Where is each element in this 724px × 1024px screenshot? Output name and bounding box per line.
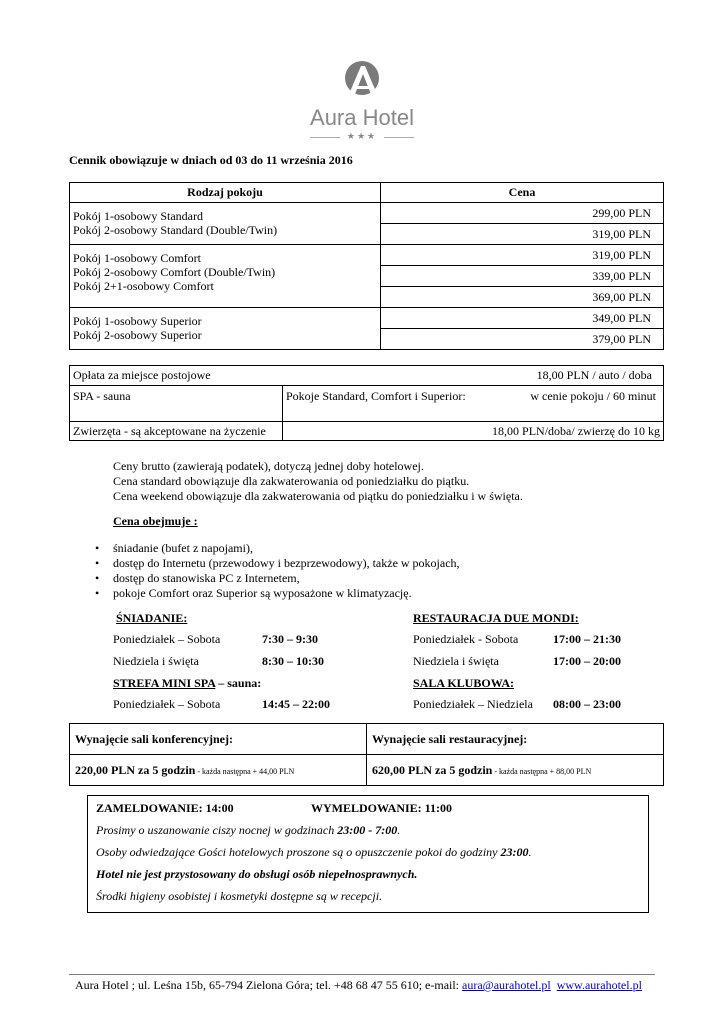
includes-title: Cena obejmuje : (113, 514, 198, 528)
restaurant-day: Poniedziałek - Sobota (413, 632, 519, 646)
breakfast-title: ŚNIADANIE: (116, 611, 188, 625)
spa-label: SPA - sauna (70, 386, 283, 422)
restaurant-title: RESTAURACJA DUE MONDI: (413, 611, 579, 625)
breakfast-day: Poniedziałek – Sobota (113, 632, 221, 646)
list-item: • śniadanie (bufet z napojami), (95, 541, 460, 556)
room-type: Pokój 1-osobowy Standard (73, 209, 203, 223)
footer-divider (69, 974, 655, 975)
pets-value: 18,00 PLN/doba/ zwierzę do 10 kg (283, 422, 664, 441)
restaurant-time: 17:00 – 21:30 (553, 632, 621, 646)
restaurant-day: Niedziela i święta (413, 654, 499, 668)
website-link[interactable]: www.aurahotel.pl (556, 978, 642, 992)
conference-rental-label: Wynajęcie sali konferencyjnej: (70, 724, 367, 755)
logo-name: Aura Hotel (310, 105, 414, 130)
note-line: Ceny brutto (zawierają podatek), dotyczą jednej doby hotelowej. (113, 459, 424, 473)
room-price: 319,00 PLN (381, 224, 664, 245)
hygiene-note: Środki higieny osobistej i kosmetyki dostępne są w recepcji. (96, 889, 383, 903)
note-line: Cena weekend obowiązuje dla zakwaterowania od piątku do poniedziałku i w święta. (113, 489, 523, 503)
room-price: 299,00 PLN (381, 203, 664, 224)
checkin-time: ZAMELDOWANIE: 14:00 (96, 801, 234, 815)
club-day: Poniedziałek – Niedziela (413, 697, 533, 711)
room-type: Pokój 1-osobowy Superior (73, 314, 202, 328)
breakfast-time: 8:30 – 10:30 (262, 654, 324, 668)
room-group-standard (70, 203, 381, 245)
room-group-comfort (70, 245, 381, 308)
room-type: Pokój 2+1-osobowy Comfort (73, 279, 214, 293)
info-box (87, 795, 649, 913)
list-item: • pokoje Comfort oraz Superior są wyposażone w klimatyzację. (95, 586, 460, 601)
note-line: Cena standard obowiązuje dla zakwaterowania od poniedziałku do piątku. (113, 474, 470, 488)
price-list-heading: Cennik obowiązuje w dniach od 03 do 11 września 2016 (69, 153, 353, 167)
restaurant-time: 17:00 – 20:00 (553, 654, 621, 668)
list-item: • dostęp do stanowiska PC z Internetem, (95, 571, 460, 586)
restaurant-rental-label: Wynajęcie sali restauracyjnej: (367, 724, 664, 755)
breakfast-day: Niedziela i święta (113, 654, 199, 668)
room-type: Pokój 2-osobowy Comfort (Double/Twin) (73, 265, 276, 279)
spa-rooms: Pokoje Standard, Comfort i Superior: (286, 389, 466, 403)
column-header-price: Cena (381, 183, 664, 203)
room-price: 339,00 PLN (381, 266, 664, 287)
room-price-table (69, 182, 664, 350)
logo-divider (384, 137, 414, 138)
includes-list (95, 541, 460, 601)
room-type: Pokój 2-osobowy Standard (Double/Twin) (73, 223, 278, 237)
room-type: Pokój 2-osobowy Superior (73, 328, 202, 342)
spa-value: w cenie pokoju / 60 minut (530, 389, 656, 403)
accessibility-note: Hotel nie jest przystosowany do obsługi osób niepełnosprawnych. (96, 867, 418, 881)
room-type: Pokój 1-osobowy Comfort (73, 251, 202, 265)
hotel-logo (300, 60, 424, 144)
room-group-superior (70, 308, 381, 350)
parking-fee-row (70, 366, 664, 386)
footer-address: Aura Hotel ; ul. Leśna 15b, 65-794 Zielona Góra; tel. +48 68 47 55 610; e-mail: (75, 978, 463, 992)
conference-rental-price: 220,00 PLN za 5 godzin (75, 762, 196, 777)
room-price: 379,00 PLN (381, 329, 664, 350)
price-notes (113, 459, 523, 504)
restaurant-rental-price-cell (367, 755, 664, 786)
parking-fee-value: 18,00 PLN / auto / doba (536, 368, 652, 382)
parking-fee-label: Opłata za miejsce postojowe (73, 368, 211, 382)
spa-time: 14:45 – 22:00 (262, 697, 330, 711)
spa-day: Poniedziałek – Sobota (113, 697, 221, 711)
breakfast-time: 7:30 – 9:30 (262, 632, 318, 646)
fees-table (69, 365, 664, 441)
rental-table (69, 723, 664, 786)
quiet-hours-note: Prosimy o uszanowanie ciszy nocnej w godzinach 23:00 - 7:00. (96, 823, 401, 837)
conference-rental-price-cell (70, 755, 367, 786)
club-title: SALA KLUBOWA: (413, 676, 515, 690)
visitors-note: Osoby odwiedzające Gości hotelowych proszone są o opuszczenie pokoi do godziny 23:00. (96, 845, 532, 859)
pets-label: Zwierzęta - są akceptowane na życzenie (70, 422, 283, 441)
logo-stars: ★★★ (346, 131, 378, 141)
room-price: 319,00 PLN (381, 245, 664, 266)
list-item: • dostęp do Internetu (przewodowy i bezprzewodowy), także w pokojach, (95, 556, 460, 571)
checkout-time: WYMELDOWANIE: 11:00 (311, 801, 453, 815)
column-header-room-type: Rodzaj pokoju (70, 183, 381, 203)
restaurant-rental-extra: - każda następna + 88,00 PLN (492, 766, 592, 776)
room-price: 369,00 PLN (381, 287, 664, 308)
club-time: 08:00 – 23:00 (553, 697, 621, 711)
spa-hours-title: STREFA MINI SPA – sauna: (113, 676, 262, 690)
logo-emblem-icon (300, 60, 424, 104)
room-price: 349,00 PLN (381, 308, 664, 329)
email-link[interactable]: aura@aurahotel.pl (462, 978, 551, 992)
footer (75, 978, 642, 993)
spa-value-cell (283, 386, 664, 422)
restaurant-rental-price: 620,00 PLN za 5 godzin (372, 762, 493, 777)
conference-rental-extra: - każda następna + 44,00 PLN (195, 766, 295, 776)
